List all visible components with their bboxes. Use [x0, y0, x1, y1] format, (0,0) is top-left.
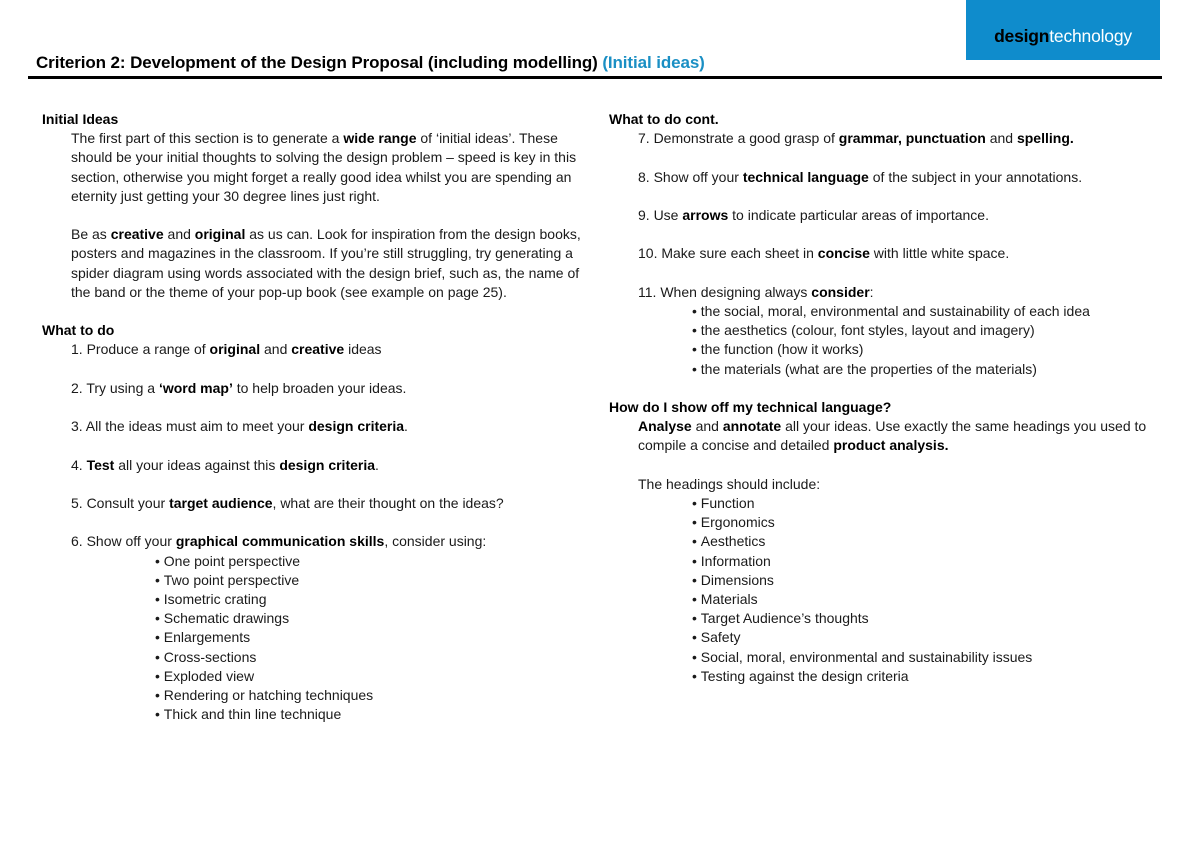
what-to-do-cont-heading: What to do cont. [609, 111, 719, 127]
bullet-item: • Isometric crating [155, 590, 592, 609]
list-item [42, 340, 592, 359]
text: 3. All the ideas must aim to meet your [71, 418, 309, 435]
page-title [36, 53, 705, 73]
initial-ideas-heading: Initial Ideas [42, 111, 119, 127]
text: with little white space. [869, 245, 1010, 262]
text: to help broaden your ideas. [232, 379, 407, 396]
list-item [42, 494, 592, 513]
text: The first part of this section is to generate a [71, 130, 344, 147]
text: Be as [71, 226, 111, 243]
emphasis: graphical communication skills [175, 533, 385, 550]
bullet-item: • Two point perspective [155, 571, 592, 590]
emphasis: product analysis. [833, 437, 949, 454]
bullet-item: • Thick and thin line technique [155, 705, 592, 724]
logo-technology-text: technology [1049, 26, 1132, 46]
initial-ideas-paragraph-1 [42, 129, 592, 206]
text: 4. [71, 456, 87, 473]
list-item [42, 456, 592, 475]
emphasis: design criteria [308, 418, 405, 435]
bullet-item: • Ergonomics [692, 513, 1179, 532]
text: of the subject in your annotations. [868, 168, 1083, 185]
text: to indicate particular areas of importance. [728, 206, 989, 223]
bullet-item: • the materials (what are the properties of the materials) [692, 360, 1179, 379]
text: as us can. Look for inspiration from the design books, posters and magazines in the classroom. If you’re still struggling, try generating a spider diagram using words associated with the design brief, such as, the name of the band or the theme of your pop-up book (see example on page 25). [71, 226, 581, 300]
emphasis: spelling. [1016, 130, 1074, 147]
emphasis: wide range [343, 130, 417, 147]
bullet-item: • Enlargements [155, 628, 592, 647]
text: 10. Make sure each sheet in [638, 245, 818, 262]
text: all your ideas against this [114, 456, 280, 473]
bullet-item: • Function [692, 494, 1179, 513]
emphasis: grammar, punctuation [838, 130, 986, 147]
text: , what are their thought on the ideas? [272, 494, 504, 511]
text: . [375, 456, 379, 473]
title-accent: (Initial ideas) [602, 53, 705, 72]
text: 2. Try using a [71, 379, 159, 396]
bullet-item: • Dimensions [692, 571, 1179, 590]
emphasis: technical language [742, 168, 869, 185]
bullet-item: • Rendering or hatching techniques [155, 686, 592, 705]
bullet-item: • Cross-sections [155, 648, 592, 667]
text: 11. When designing always [638, 283, 812, 300]
text: 8. Show off your [638, 168, 743, 185]
emphasis: original [194, 226, 246, 243]
text: and [260, 341, 292, 358]
text: 1. Produce a range of [71, 341, 210, 358]
technical-paragraph [609, 417, 1179, 455]
bullet-item: • Exploded view [155, 667, 592, 686]
bullet-item: • Materials [692, 590, 1179, 609]
considerations-list [609, 302, 1179, 379]
left-column [42, 110, 592, 724]
bullet-item: • Social, moral, environmental and sustainability issues [692, 648, 1179, 667]
emphasis: creative [110, 226, 164, 243]
list-item [42, 379, 592, 398]
bullet-item: • Schematic drawings [155, 609, 592, 628]
title-main: Criterion 2: Development of the Design Proposal (including modelling) [36, 53, 598, 72]
text: 9. Use [638, 206, 683, 223]
emphasis: consider [811, 283, 870, 300]
text: : [869, 283, 874, 300]
text: and [985, 130, 1017, 147]
bullet-item: • Safety [692, 628, 1179, 647]
bullet-item: • One point perspective [155, 552, 592, 571]
bullet-item: • the aesthetics (colour, font styles, layout and imagery) [692, 321, 1179, 340]
bullet-item: • Aesthetics [692, 532, 1179, 551]
bullet-item: • Testing against the design criteria [692, 667, 1179, 686]
text: of ‘initial ideas’. These should be your initial thoughts to solving the design problem – speed is key in this section, otherwise you might forget a really good idea whilst you are spending an eternity just getting your 30 degree lines just right. [71, 130, 577, 204]
emphasis: concise [817, 245, 870, 262]
text: , consider using: [384, 533, 487, 550]
list-item [42, 417, 592, 436]
technical-language-heading: How do I show off my technical language? [609, 398, 892, 415]
bullet-item: • Information [692, 552, 1179, 571]
what-to-do-heading: What to do [42, 322, 115, 339]
right-column [609, 110, 1179, 686]
text: 7. Demonstrate a good grasp of [638, 130, 839, 147]
list-item [609, 283, 1179, 302]
list-item [609, 168, 1179, 187]
text: all your ideas. Use exactly the same headings you used to compile a concise and detailed [638, 418, 1147, 454]
text: and [691, 418, 723, 435]
design-technology-logo [966, 0, 1160, 60]
list-item [42, 532, 592, 551]
emphasis: creative [291, 341, 345, 358]
list-item [609, 206, 1179, 225]
emphasis: arrows [682, 206, 729, 223]
headings-intro: The headings should include: [638, 475, 821, 492]
text: 5. Consult your [71, 494, 170, 511]
emphasis: Test [86, 456, 115, 473]
emphasis: annotate [722, 418, 782, 435]
bullet-item: • Target Audience’s thoughts [692, 609, 1179, 628]
text: and [163, 226, 195, 243]
list-item [609, 129, 1179, 148]
initial-ideas-paragraph-2 [42, 225, 592, 302]
emphasis: Analyse [638, 418, 692, 435]
headings-list [609, 494, 1179, 686]
emphasis: design criteria [279, 456, 376, 473]
text: 6. Show off your [71, 533, 176, 550]
list-item [609, 244, 1179, 263]
text: . [404, 418, 408, 435]
techniques-list [42, 552, 592, 725]
emphasis: ‘word map’ [158, 379, 233, 396]
bullet-item: • the function (how it works) [692, 340, 1179, 359]
bullet-item: • the social, moral, environmental and sustainability of each idea [692, 302, 1179, 321]
emphasis: original [209, 341, 261, 358]
header-divider [28, 76, 1162, 79]
logo-design-text: design [994, 26, 1050, 46]
emphasis: target audience [169, 494, 273, 511]
text: ideas [344, 341, 382, 358]
